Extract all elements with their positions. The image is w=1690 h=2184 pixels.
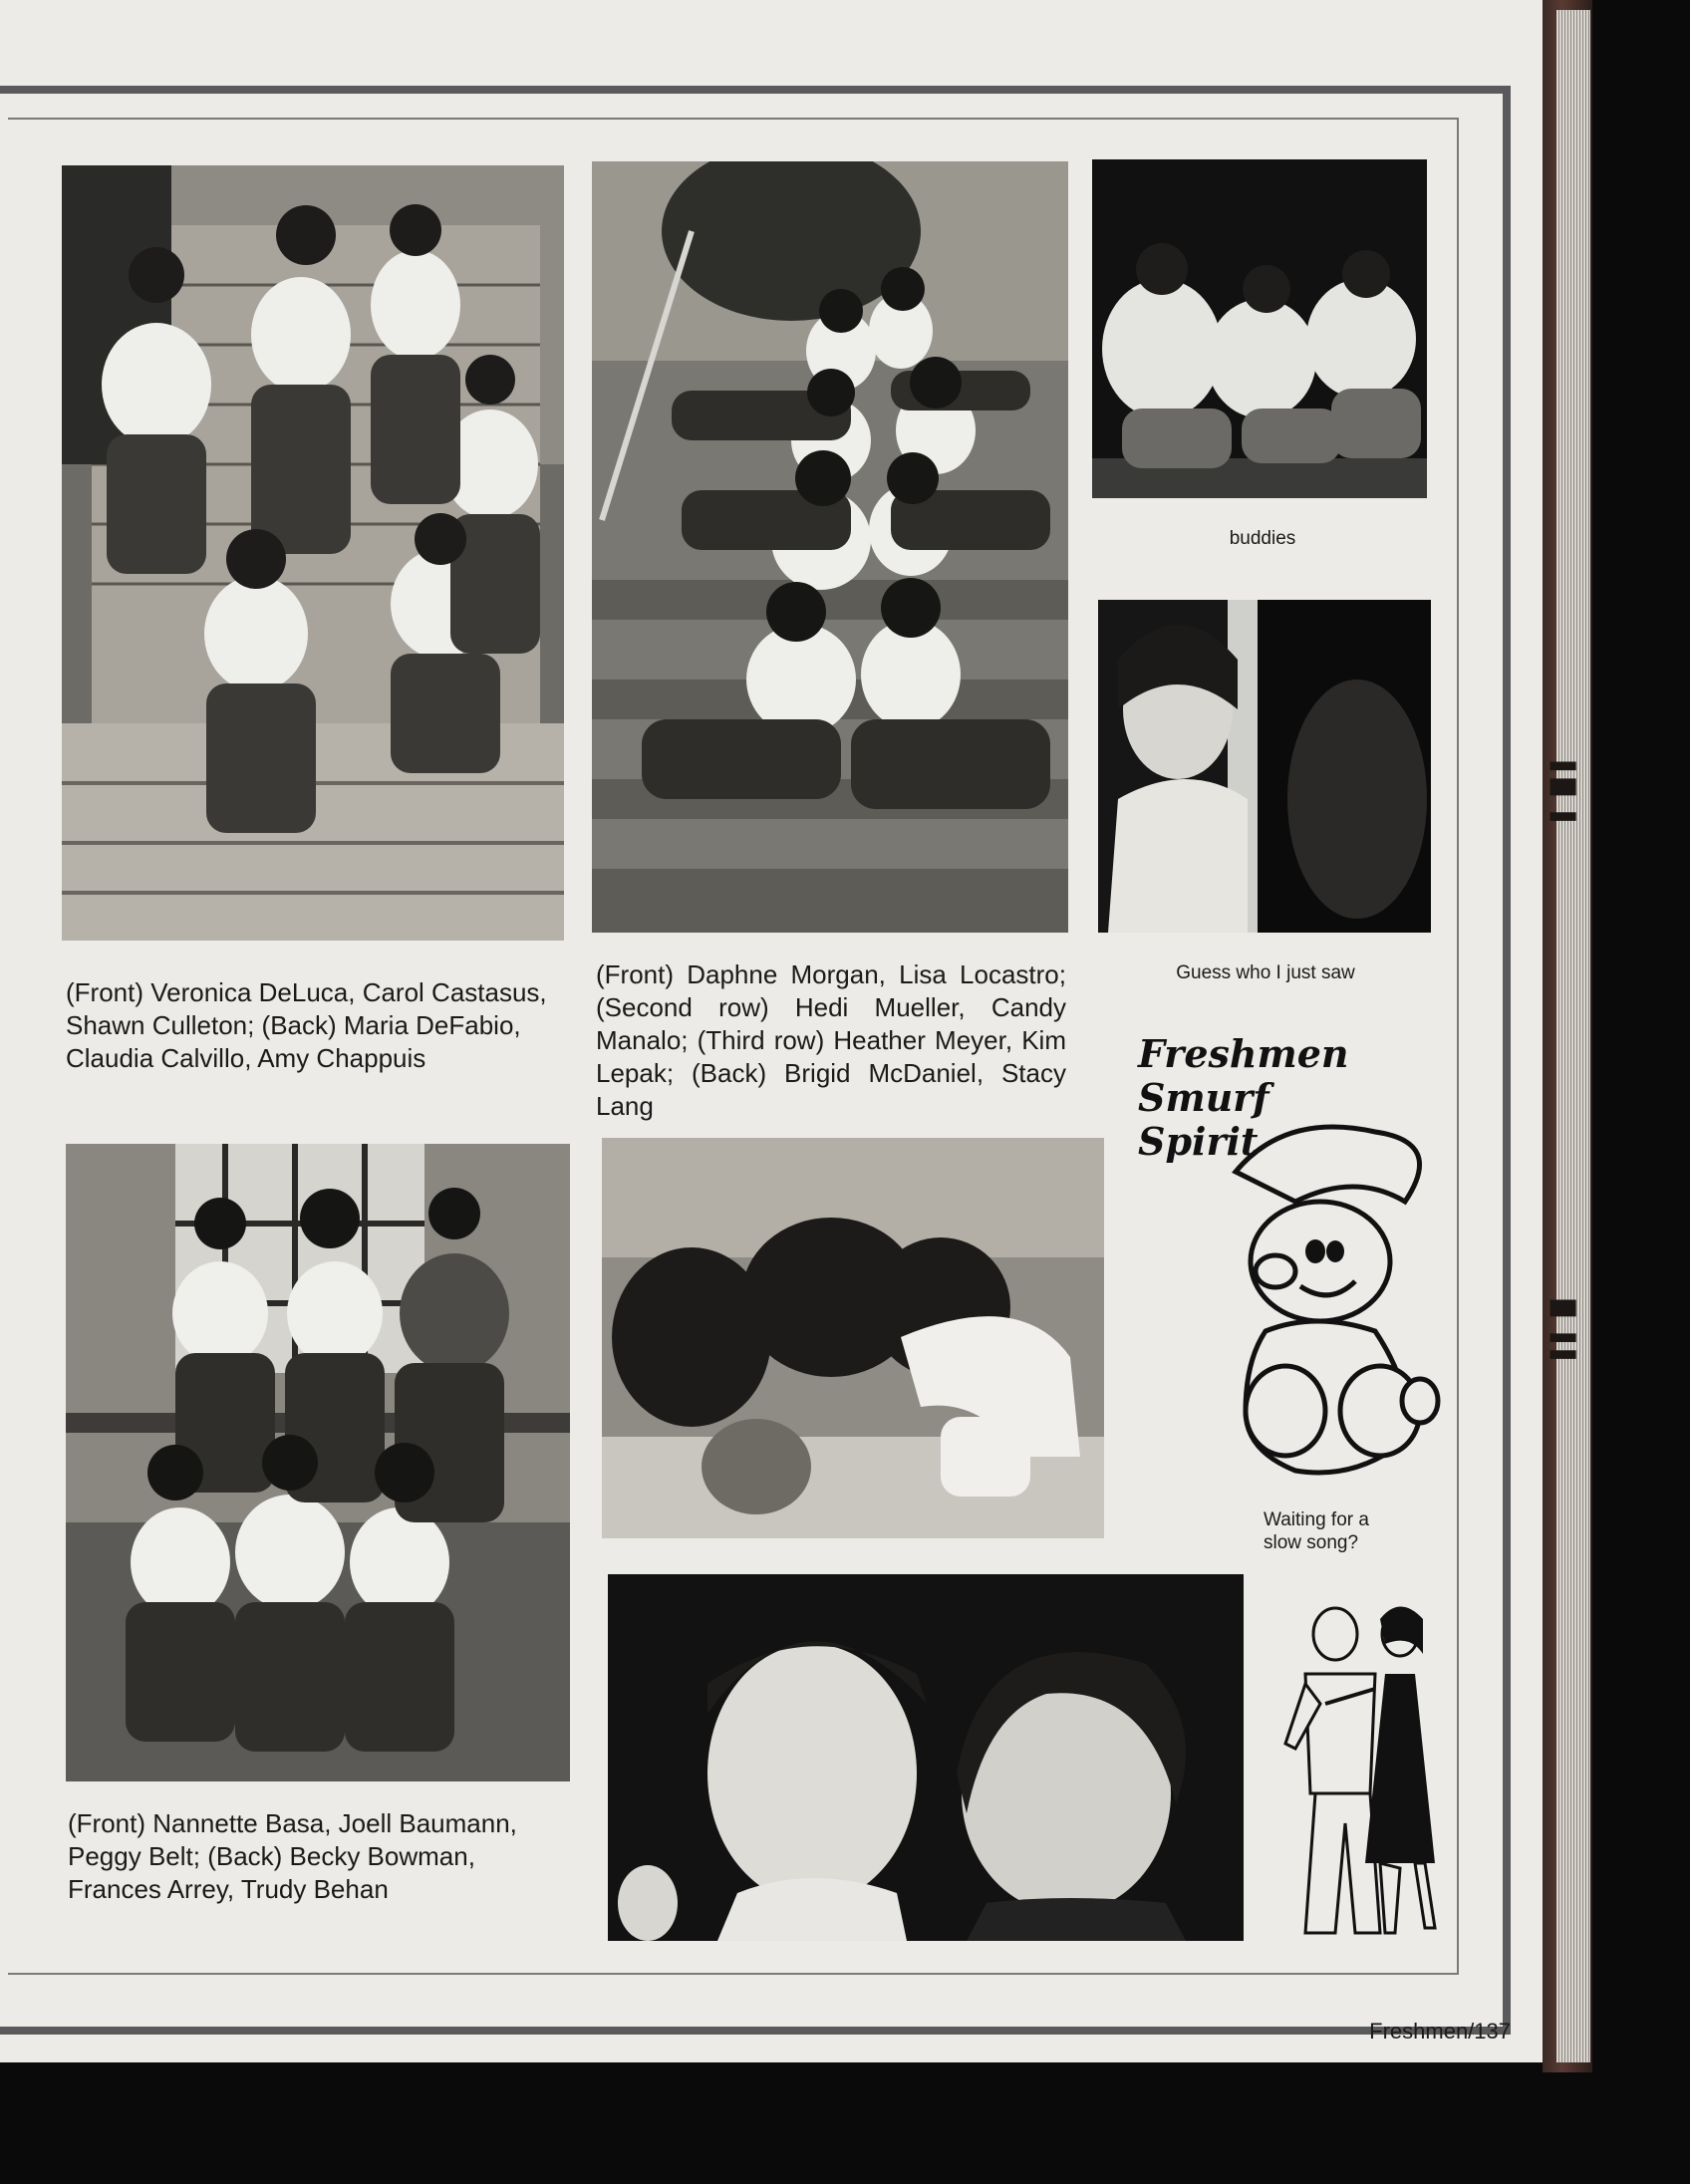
group-photo-3 [66,1144,570,1781]
waiting-caption-text: Waiting for a slow song? [1264,1509,1369,1553]
group-photo-1 [62,165,564,941]
buddies-photo [1092,159,1427,498]
couple-photo [608,1574,1244,1941]
dancing-couple-illustration [1266,1594,1455,1943]
group-photo-2 [592,161,1068,933]
caption-text: (Front) Daphne Morgan, Lisa Locastro; (Second row) Hedi Mueller, Candy Manalo; (Third row) Heather Meyer, Kim Lepak; (Back) Brigid McDaniel, Stacy Lang [596,959,1066,1121]
page-edges [1556,10,1590,2062]
caption-text: (Front) Nannette Basa, Joell Baumann, Peggy Belt; (Back) Becky Bowman, Frances Arrey, Trudy Behan [68,1808,517,1904]
smurf-title-line-2: Smurf [1138,1075,1269,1120]
smurf-title-line-3: Spirit [1138,1119,1259,1164]
edge-marking: ▐▌▐▐ [1549,1291,1574,1359]
guess-caption: Guess who I just saw [1176,962,1355,983]
group-photo-3-caption [68,1807,566,1906]
smurf-illustration [1206,1112,1451,1499]
page-folio: Freshmen/137 [1369,2019,1511,2044]
group-photo-1-caption [66,976,558,1075]
smurf-title-line-1: Freshmen [1138,1031,1349,1076]
group-photo-2-caption [596,958,1066,1123]
pumpkin-photo [602,1138,1104,1538]
guess-photo [1098,600,1431,933]
waiting-caption [1264,1508,1373,1554]
caption-text: (Front) Veronica DeLuca, Carol Castasus, Shawn Culleton; (Back) Maria DeFabio, Claudia Calvillo, Amy Chappuis [66,977,547,1073]
edge-marking: ▐▐▌▐ [1549,753,1574,821]
buddies-caption: buddies [1229,528,1296,549]
